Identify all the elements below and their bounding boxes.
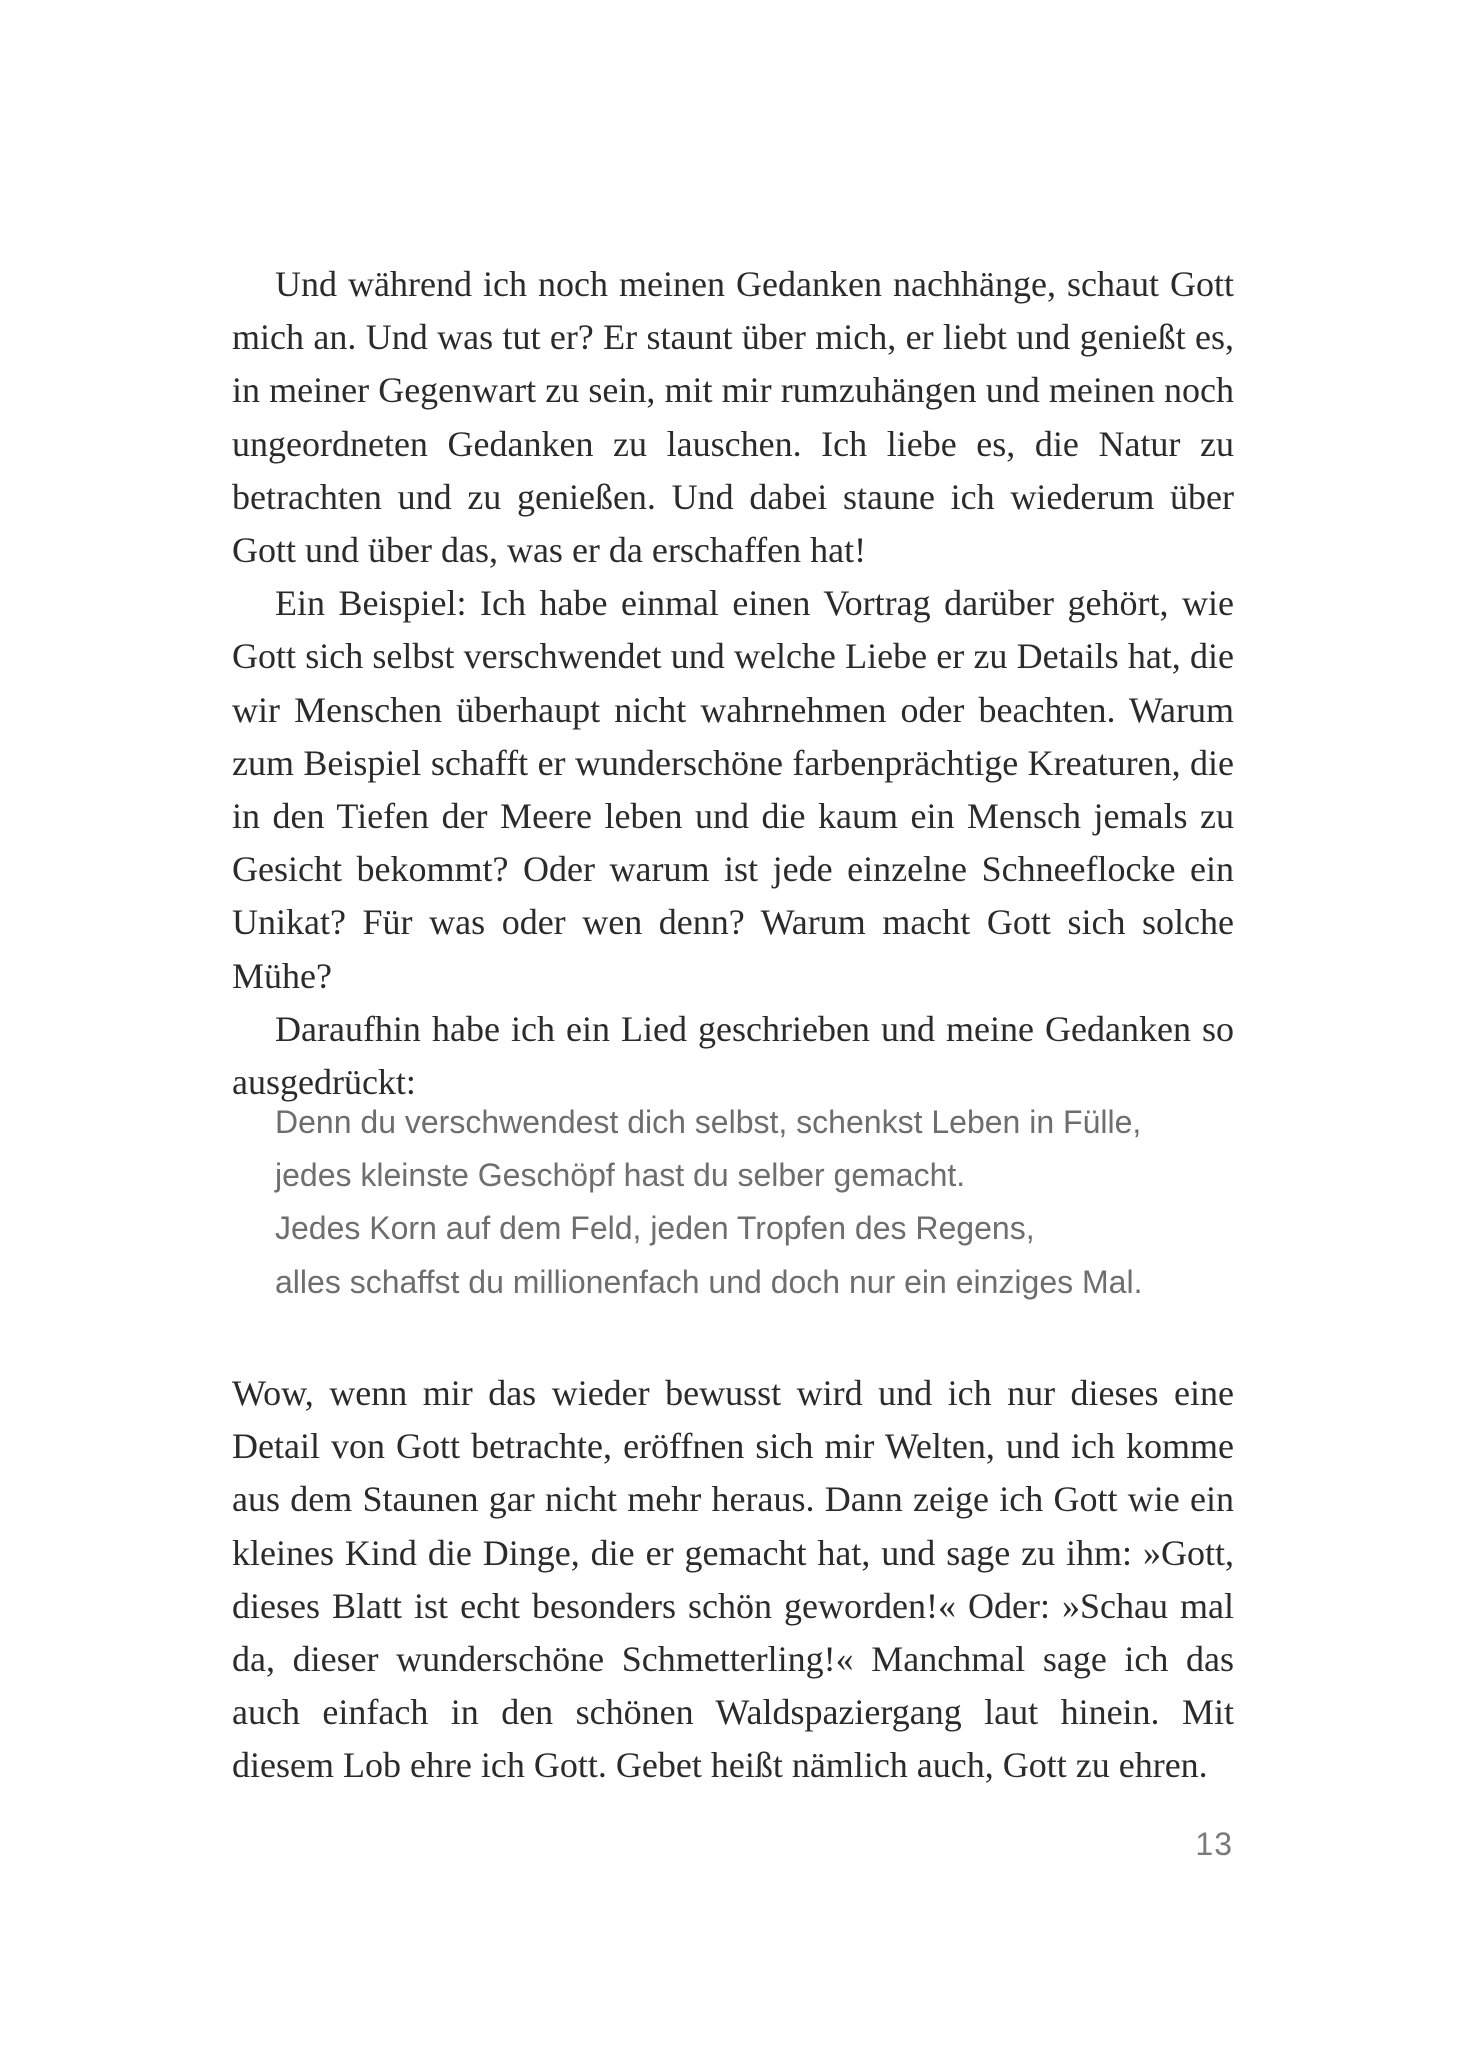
paragraph-2: Ein Beispiel: Ich habe einmal einen Vortrag darüber gehört, wie Gott sich selbst verschwendet und welche Liebe er zu Details hat, die wir Menschen überhaupt nicht wahrnehmen oder beachten. Warum zum Beispiel schafft er wunderschöne farbenprächtige Kreaturen, die in den Tiefen der Meere leben und die kaum ein Mensch jemals zu Gesicht bekommt? Oder warum ist jede einzelne Schneeflocke ein Unikat? Für was oder wen denn? Warum macht Gott sich solche Mühe? [232,583,1234,996]
verse-line: jedes kleinste Geschöpf hast du selber gemacht. [275,1157,966,1194]
song-verse [275,1096,1215,1309]
verse-line: alles schaffst du millionenfach und doch nur ein einziges Mal. [275,1263,1143,1300]
verse-line: Denn du verschwendest dich selbst, schenkst Leben in Fülle, [275,1104,1142,1140]
paragraph-4: Wow, wenn mir das wieder bewusst wird und ich nur dieses eine Detail von Gott betrachte, eröffnen sich mir Welten, und ich komme aus dem Staunen gar nicht mehr heraus. Dann zeige ich Gott wie ein kleines Kind die Dinge, die er gemacht hat, und sage zu ihm: »Gott, dieses Blatt ist echt besonders schön geworden!« Oder: »Schau mal da, dieser wunderschöne Schmetterling!« Manchmal sage ich das auch einfach in den schönen Waldspaziergang laut hinein. Mit diesem Lob ehre ich Gott. Gebet heißt nämlich auch, Gott zu ehren. [232,1373,1234,1786]
page-number: 13 [1195,1826,1233,1862]
body-text-bottom [232,1367,1234,1793]
paragraph-3: Daraufhin habe ich ein Lied geschrieben und meine Gedanken so ausgedrückt: [232,1008,1234,1103]
paragraph-1: Und während ich noch meinen Gedanken nachhänge, schaut Gott mich an. Und was tut er? Er staunt über mich, er liebt und genießt es, in meiner Gegenwart zu sein, mit mir rumzuhängen und meinen noch ungeordneten Gedanken zu lauschen. Ich liebe es, die Natur zu betrachten und zu genießen. Und dabei staune ich wiederum über Gott und über das, was er da erschaffen hat! [232,264,1234,571]
verse-line: Jedes Korn auf dem Feld, jeden Tropfen des Regens, [275,1210,1035,1247]
body-text-top [232,258,1234,1109]
